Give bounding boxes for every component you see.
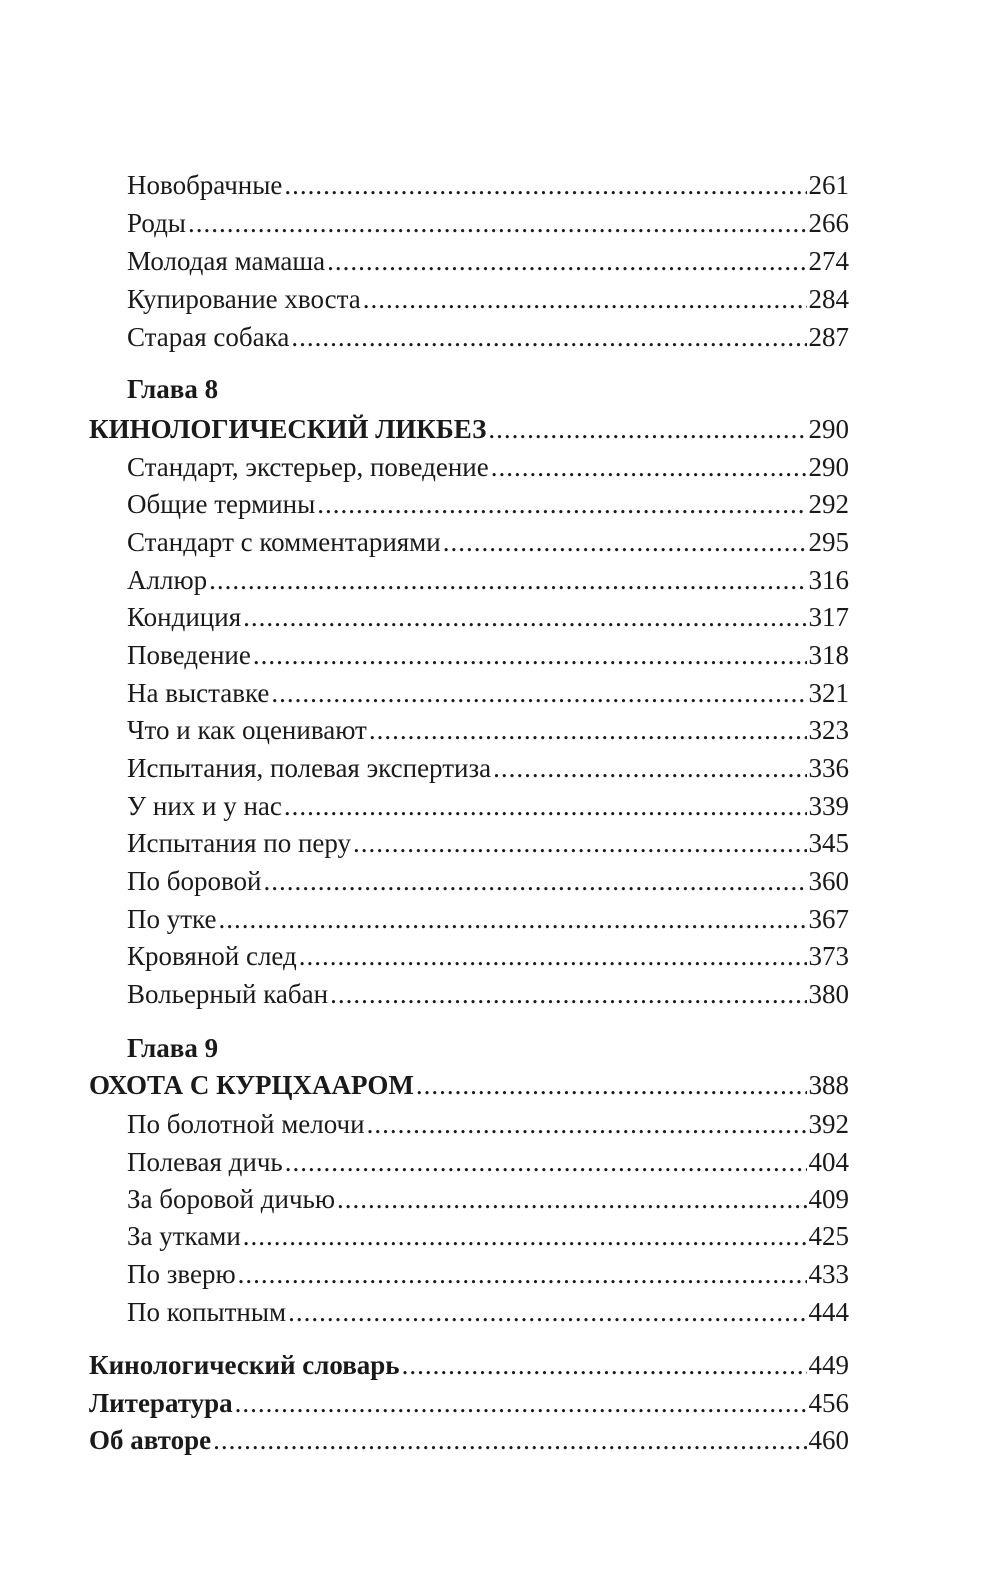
toc-leader-dots — [317, 485, 806, 523]
toc-leader-dots — [284, 787, 807, 825]
toc-entry-title: Новобрачные — [127, 170, 283, 200]
toc-entry[interactable] — [127, 636, 849, 674]
toc-entry[interactable] — [127, 674, 849, 712]
toc-leader-dots — [491, 448, 807, 486]
toc-entry[interactable] — [127, 711, 849, 749]
toc-entry-page: 318 — [808, 640, 849, 670]
toc-entry-page: 336 — [808, 753, 849, 783]
toc-leader-dots — [238, 1255, 807, 1293]
toc-entry-page: 460 — [808, 1425, 849, 1455]
toc-leader-dots — [337, 1180, 806, 1218]
toc-entry[interactable] — [127, 204, 849, 242]
toc-entry[interactable] — [127, 900, 849, 938]
toc-entry-page: 409 — [808, 1184, 849, 1214]
chapter-title: КИНОЛОГИЧЕСКИЙ ЛИКБЕЗ — [89, 414, 487, 444]
toc-entry-page: 274 — [808, 246, 849, 276]
toc-leader-dots — [353, 824, 806, 862]
toc-entry-page: 339 — [808, 791, 849, 821]
toc-entry-title: Об авторе — [89, 1425, 212, 1455]
toc-entry-page: 317 — [808, 602, 849, 632]
toc-entry-page: 388 — [808, 1070, 849, 1100]
toc-entry-title: По боровой — [127, 866, 262, 896]
toc-leader-dots — [369, 711, 807, 749]
toc-entry-page: 321 — [808, 678, 849, 708]
toc-leader-dots — [264, 862, 807, 900]
toc-entry-title: Старая собака — [127, 322, 290, 352]
toc-entry-title: За боровой дичью — [127, 1184, 336, 1214]
toc-entry[interactable] — [127, 1293, 849, 1331]
toc-entry[interactable] — [127, 280, 849, 318]
toc-entry-page: 392 — [808, 1109, 849, 1139]
toc-entry[interactable] — [127, 318, 849, 356]
toc-entry-title: Полевая дичь — [127, 1147, 283, 1177]
toc-entry-title: По утке — [127, 904, 217, 934]
toc-entry-title: За утками — [127, 1221, 241, 1251]
toc-leader-dots — [235, 1384, 807, 1422]
toc-entry-title: Поведение — [127, 640, 251, 670]
toc-entry-title: Купирование хвоста — [127, 284, 361, 314]
toc-entry-page: 290 — [808, 452, 849, 482]
toc-entry-title: Кондиция — [127, 602, 242, 632]
toc-leader-dots — [209, 561, 806, 599]
back-matter-entry[interactable] — [89, 1346, 849, 1384]
toc-entry[interactable] — [127, 824, 849, 862]
toc-entry-title: Стандарт с комментариями — [127, 527, 441, 557]
toc-leader-dots — [213, 1421, 806, 1459]
toc-entry-title: Литература — [89, 1388, 233, 1418]
toc-leader-dots — [416, 1066, 807, 1104]
toc-leader-dots — [284, 166, 806, 204]
toc-entry[interactable] — [127, 975, 849, 1013]
toc-entry-title: По болотной мелочи — [127, 1109, 365, 1139]
toc-entry-page: 404 — [808, 1147, 849, 1177]
chapter-entry[interactable] — [89, 410, 849, 448]
toc-entry-title: Вольерный кабан — [127, 979, 329, 1009]
toc-entry-page: 456 — [808, 1388, 849, 1418]
toc-leader-dots — [327, 242, 806, 280]
toc-entry[interactable] — [127, 448, 849, 486]
toc-entry-title: Роды — [127, 208, 186, 238]
toc-leader-dots — [402, 1346, 807, 1384]
toc-entry-title: Кинологический словарь — [89, 1350, 400, 1380]
toc-entry[interactable] — [127, 1180, 849, 1218]
toc-entry-page: 284 — [808, 284, 849, 314]
toc-entry-page: 323 — [808, 715, 849, 745]
toc-entry-title: Кровяной след — [127, 941, 297, 971]
toc-leader-dots — [243, 598, 806, 636]
toc-leader-dots — [285, 1143, 807, 1181]
toc-leader-dots — [493, 749, 806, 787]
chapter-entry[interactable] — [89, 1066, 849, 1104]
chapter-label: Глава 8 — [127, 374, 219, 404]
toc-entry-page: 449 — [808, 1350, 849, 1380]
back-matter-entry[interactable] — [89, 1384, 849, 1422]
toc-entry[interactable] — [127, 1105, 849, 1143]
toc-entry-page: 444 — [808, 1297, 849, 1327]
toc-entry-title: Молодая мамаша — [127, 246, 326, 276]
toc-entry[interactable] — [127, 1255, 849, 1293]
toc-entry-page: 292 — [808, 489, 849, 519]
toc-entry-page: 433 — [808, 1259, 849, 1289]
toc-entry-page: 295 — [808, 527, 849, 557]
toc-entry-page: 360 — [808, 866, 849, 896]
toc-entry-page: 425 — [808, 1221, 849, 1251]
toc-leader-dots — [488, 410, 806, 448]
toc-leader-dots — [443, 523, 807, 561]
toc-leader-dots — [363, 280, 807, 318]
toc-entry-page: 367 — [808, 904, 849, 934]
back-matter-entry[interactable] — [89, 1421, 849, 1459]
toc-leader-dots — [299, 937, 807, 975]
chapter-title: ОХОТА С КУРЦХААРОМ — [89, 1070, 414, 1100]
toc-entry-page: 316 — [808, 565, 849, 595]
toc-leader-dots — [188, 204, 807, 242]
toc-entry-title: Что и как оценивают — [127, 715, 367, 745]
toc-leader-dots — [291, 318, 806, 356]
toc-entry[interactable] — [127, 523, 849, 561]
toc-entry-title: Стандарт, экстерьер, поведение — [127, 452, 489, 482]
toc-entry-page: 266 — [808, 208, 849, 238]
toc-entry-title: По зверю — [127, 1259, 236, 1289]
toc-entry[interactable] — [127, 485, 849, 523]
toc-entry-page: 287 — [808, 322, 849, 352]
toc-leader-dots — [218, 900, 806, 938]
toc-entry[interactable] — [127, 787, 849, 825]
toc-leader-dots — [288, 1293, 806, 1331]
toc-entry-title: На выставке — [127, 678, 270, 708]
toc-entry[interactable] — [127, 1143, 849, 1181]
toc-entry-page: 380 — [808, 979, 849, 1009]
toc-entry-page: 290 — [808, 414, 849, 444]
toc-leader-dots — [330, 975, 806, 1013]
toc-entry[interactable] — [127, 862, 849, 900]
toc-entry-title: Аллюр — [127, 565, 208, 595]
toc-entry[interactable] — [127, 242, 849, 280]
toc-entry[interactable] — [127, 749, 849, 787]
toc-leader-dots — [367, 1105, 807, 1143]
toc-entry[interactable] — [127, 937, 849, 975]
toc-entry[interactable] — [127, 1217, 849, 1255]
toc-entry-title: Испытания, полевая экспертиза — [127, 753, 492, 783]
toc-leader-dots — [243, 1217, 807, 1255]
toc-entry-page: 373 — [808, 941, 849, 971]
toc-entry-title: Испытания по перу — [127, 828, 352, 858]
toc-leader-dots — [253, 636, 807, 674]
toc-entry-title: Общие термины — [127, 489, 316, 519]
toc-entry-page: 345 — [808, 828, 849, 858]
toc-entry[interactable] — [127, 166, 849, 204]
toc-entry-title: У них и у нас — [127, 791, 282, 821]
toc-entry-page: 261 — [808, 170, 849, 200]
toc-entry[interactable] — [127, 561, 849, 599]
toc-entry[interactable] — [127, 598, 849, 636]
chapter-label: Глава 9 — [127, 1033, 219, 1063]
toc-leader-dots — [271, 674, 806, 712]
toc-entry-title: По копытным — [127, 1297, 287, 1327]
